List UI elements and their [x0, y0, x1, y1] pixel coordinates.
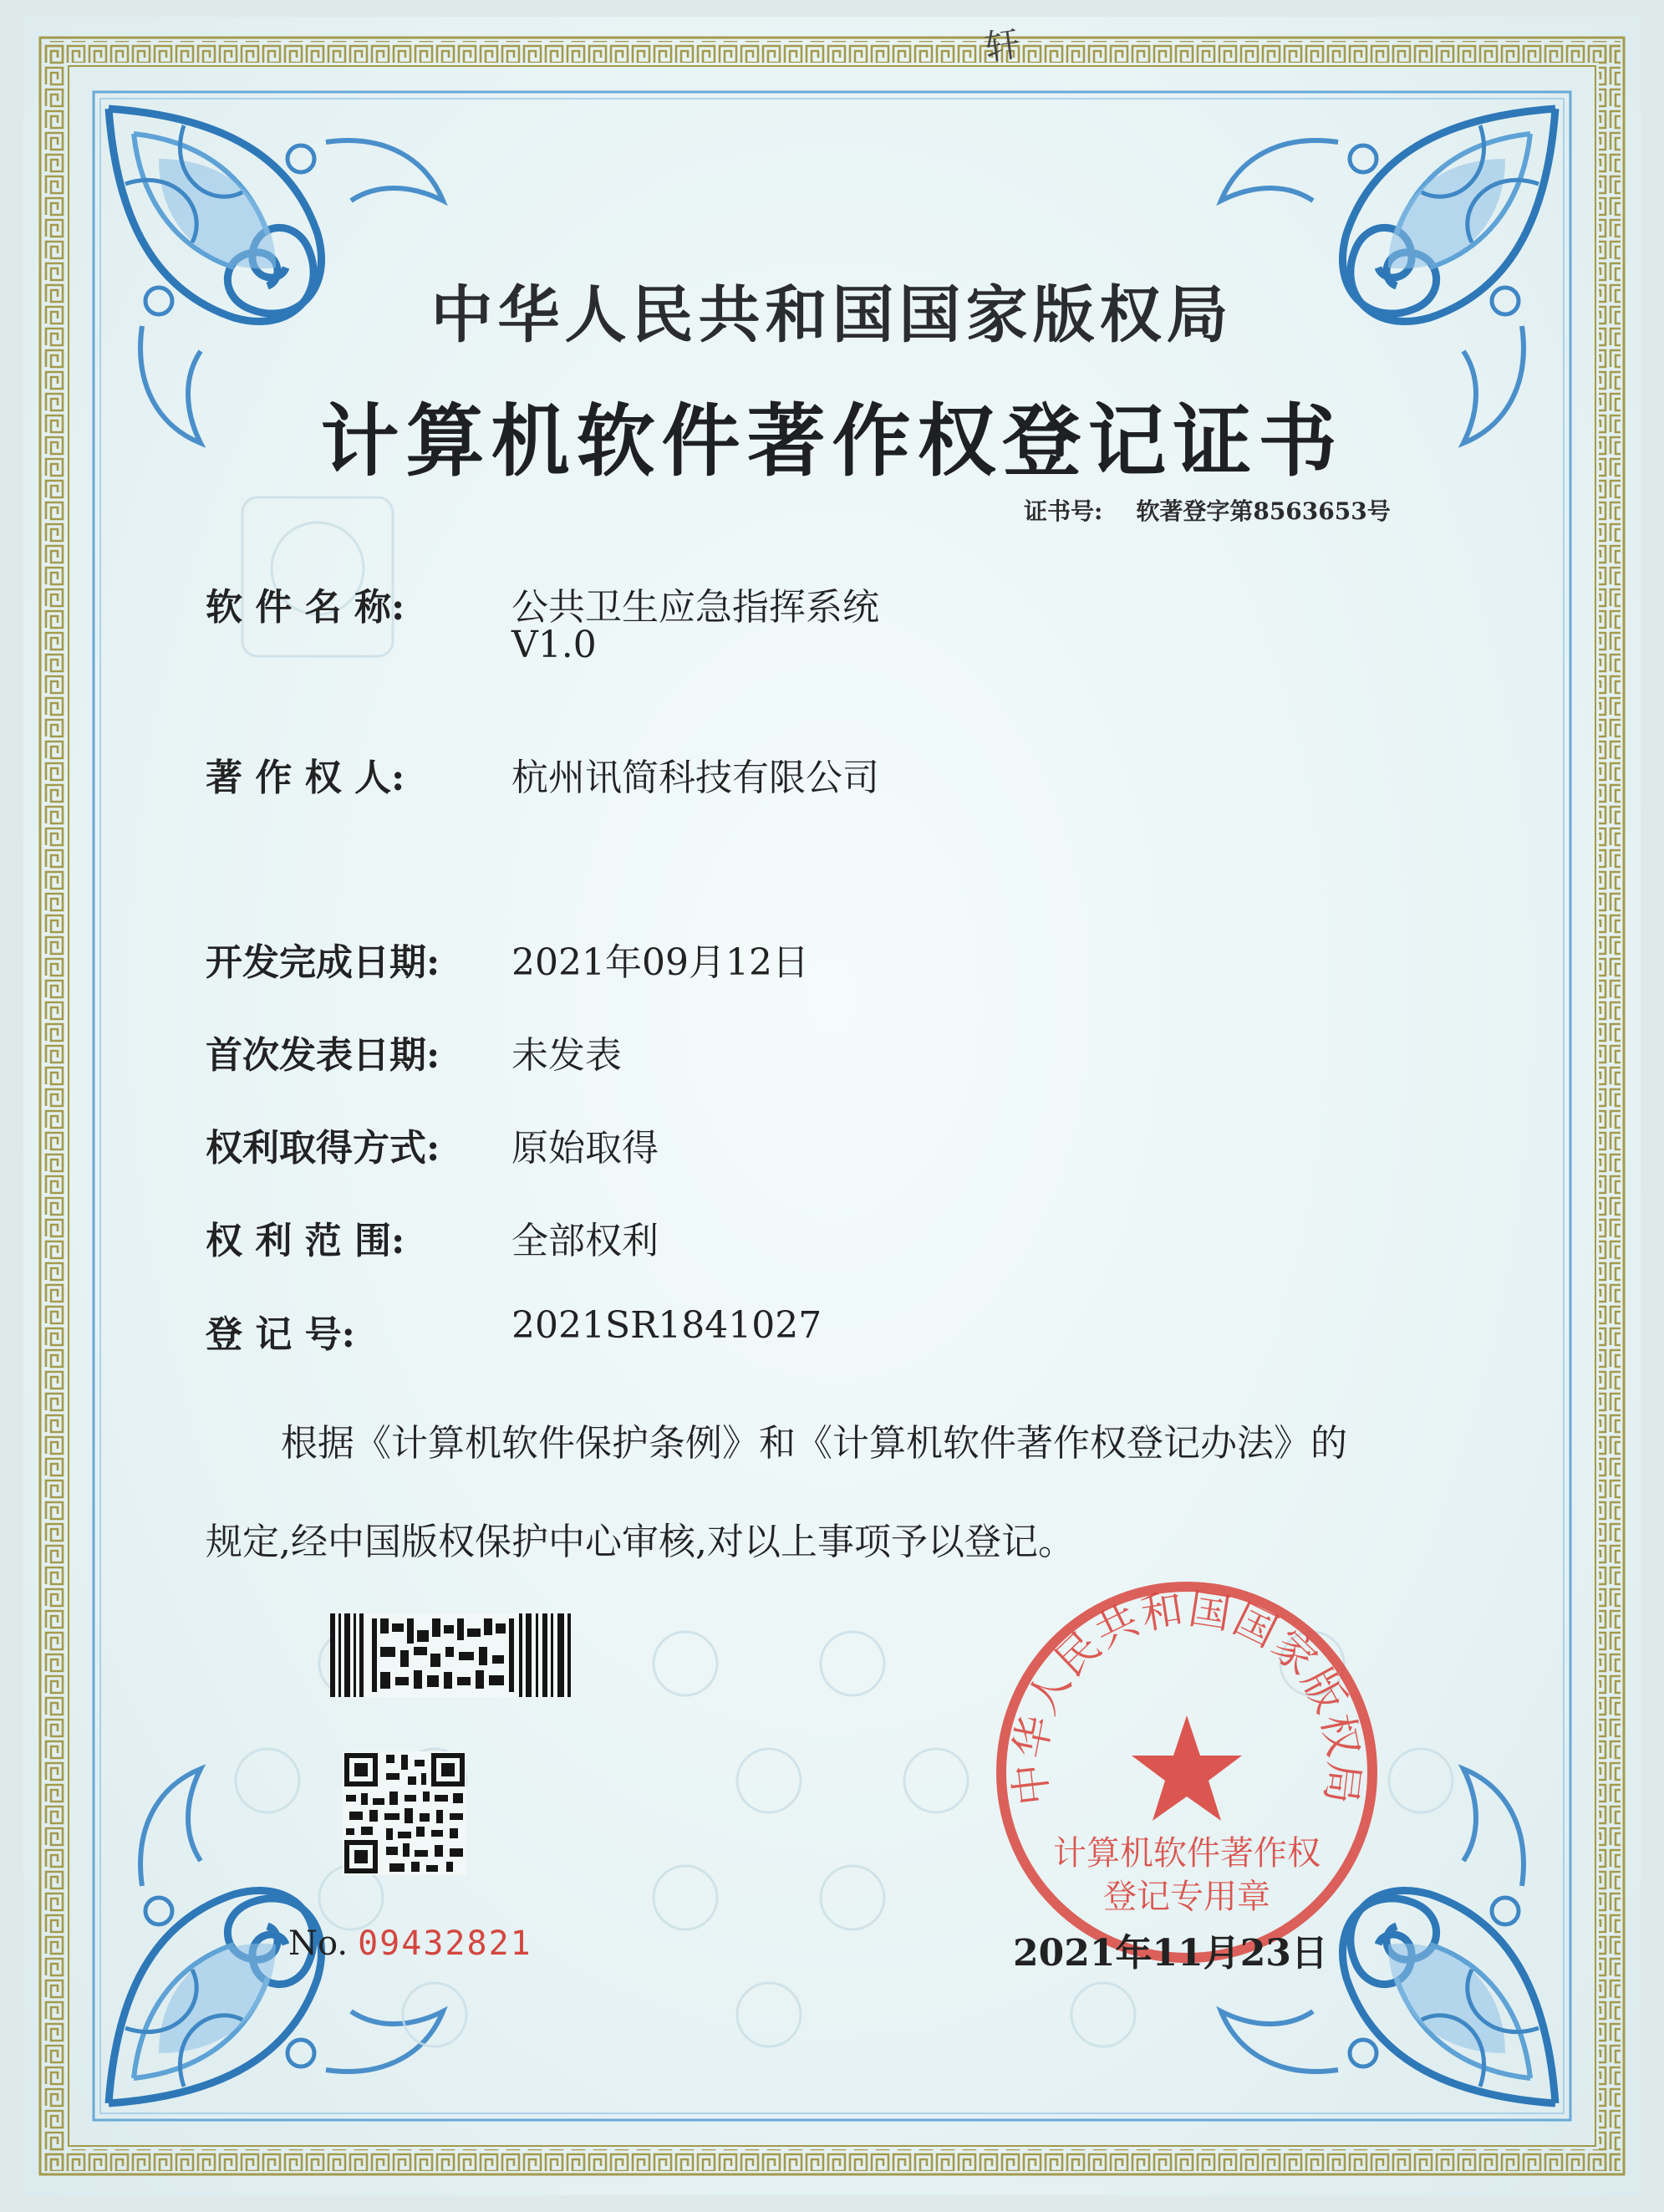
statement-line-2: 规定,经中国版权保护中心审核,对以上事项予以登记。 — [206, 1521, 1075, 1563]
rights-scope-label: 权 利 范 围: — [206, 1220, 405, 1262]
handwritten-mark: 轩 — [982, 23, 1023, 69]
statement-line-1: 根据《计算机软件保护条例》和《计算机软件著作权登记办法》的 — [281, 1422, 1347, 1465]
registration-number-label: 登 记 号: — [206, 1313, 355, 1356]
seal-line-2: 登记专用章 — [1103, 1878, 1270, 1916]
serial-prefix: No. — [288, 1924, 349, 1963]
barcode — [330, 1613, 572, 1697]
rights-scope-value: 全部权利 — [511, 1220, 659, 1262]
software-name-value: 公共卫生应急指挥系统 — [511, 586, 879, 629]
qr-code — [343, 1751, 466, 1875]
acquisition-method-label: 权利取得方式: — [206, 1127, 440, 1170]
copyright-owner-value: 杭州讯简科技有限公司 — [511, 757, 879, 799]
issuing-authority: 中华人民共和国国家版权局 — [430, 279, 1234, 351]
completion-date-label: 开发完成日期: — [206, 941, 440, 984]
certificate-title: 计算机软件著作权登记证书 — [320, 395, 1344, 487]
serial-number — [288, 1924, 532, 1963]
certificate-number — [1024, 493, 1391, 527]
software-version-value: V1.0 — [511, 624, 597, 666]
serial-value: 09432821 — [358, 1924, 532, 1963]
software-name-label: 软 件 名 称: — [206, 586, 405, 629]
copyright-owner-label: 著 作 权 人: — [206, 757, 405, 799]
official-seal — [986, 1572, 1387, 1973]
first-publish-date-label: 首次发表日期: — [206, 1034, 440, 1077]
certificate-number-value: 软著登字第8563653号 — [1136, 497, 1391, 525]
seal-line-1: 计算机软件著作权 — [1053, 1834, 1321, 1873]
seal-ring-text: 中华人民共和国国家版权局 — [1005, 1584, 1369, 1808]
registration-number-value: 2021SR1841027 — [511, 1304, 822, 1347]
certificate-number-label: 证书号: — [1024, 497, 1103, 525]
acquisition-method-value: 原始取得 — [511, 1127, 659, 1170]
issue-date: 2021年11月23日 — [1013, 1932, 1328, 1975]
completion-date-value: 2021年09月12日 — [511, 941, 809, 984]
first-publish-date-value: 未发表 — [511, 1034, 622, 1077]
